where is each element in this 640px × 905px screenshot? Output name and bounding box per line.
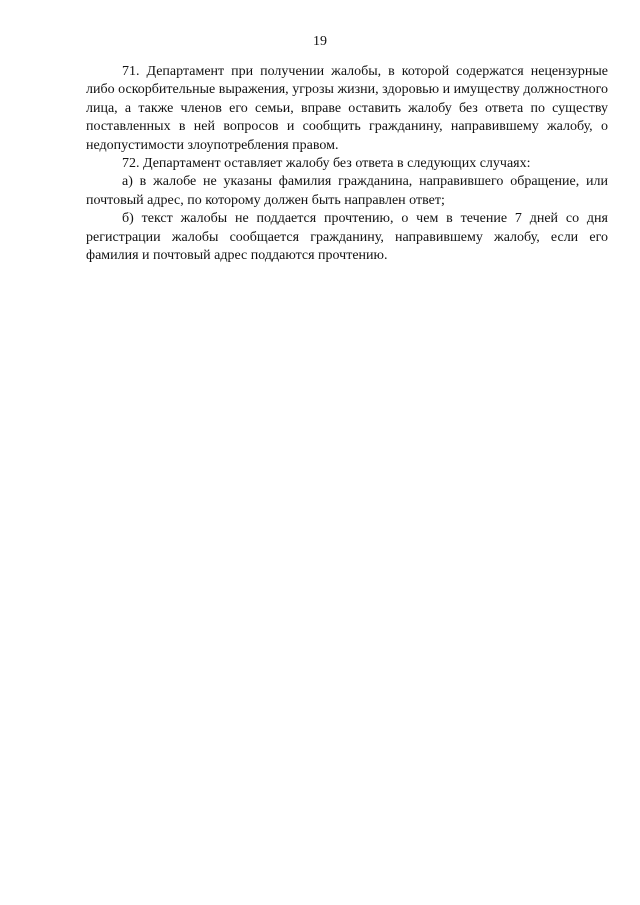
paragraph-72-a: а) в жалобе не указаны фамилия гражданина, направившего обращение, или почтовый адрес, по которому должен быть направлен ответ; (86, 174, 608, 208)
paragraph-71: 71. Департамент при получении жалобы, в которой содержатся нецензурные либо оскорбительные выражения, угрозы жизни, здоровью и имуществу должностного лица, а также членов его семьи, вправе оставить жалобу без ответа по существу поставленных в ней вопросов и сообщить гражданину, направившему жалобу, о недопустимости злоупотребления правом. (86, 64, 608, 153)
document-body (86, 63, 608, 265)
page-number: 19 (313, 34, 327, 49)
paragraph-72-b: б) текст жалобы не поддается прочтению, о чем в течение 7 дней со дня регистрации жалобы сообщается гражданину, направившему жалобу, если его фамилия и почтовый адрес поддаются прочтению. (86, 211, 608, 264)
paragraph-72: 72. Департамент оставляет жалобу без ответа в следующих случаях: (122, 156, 531, 172)
